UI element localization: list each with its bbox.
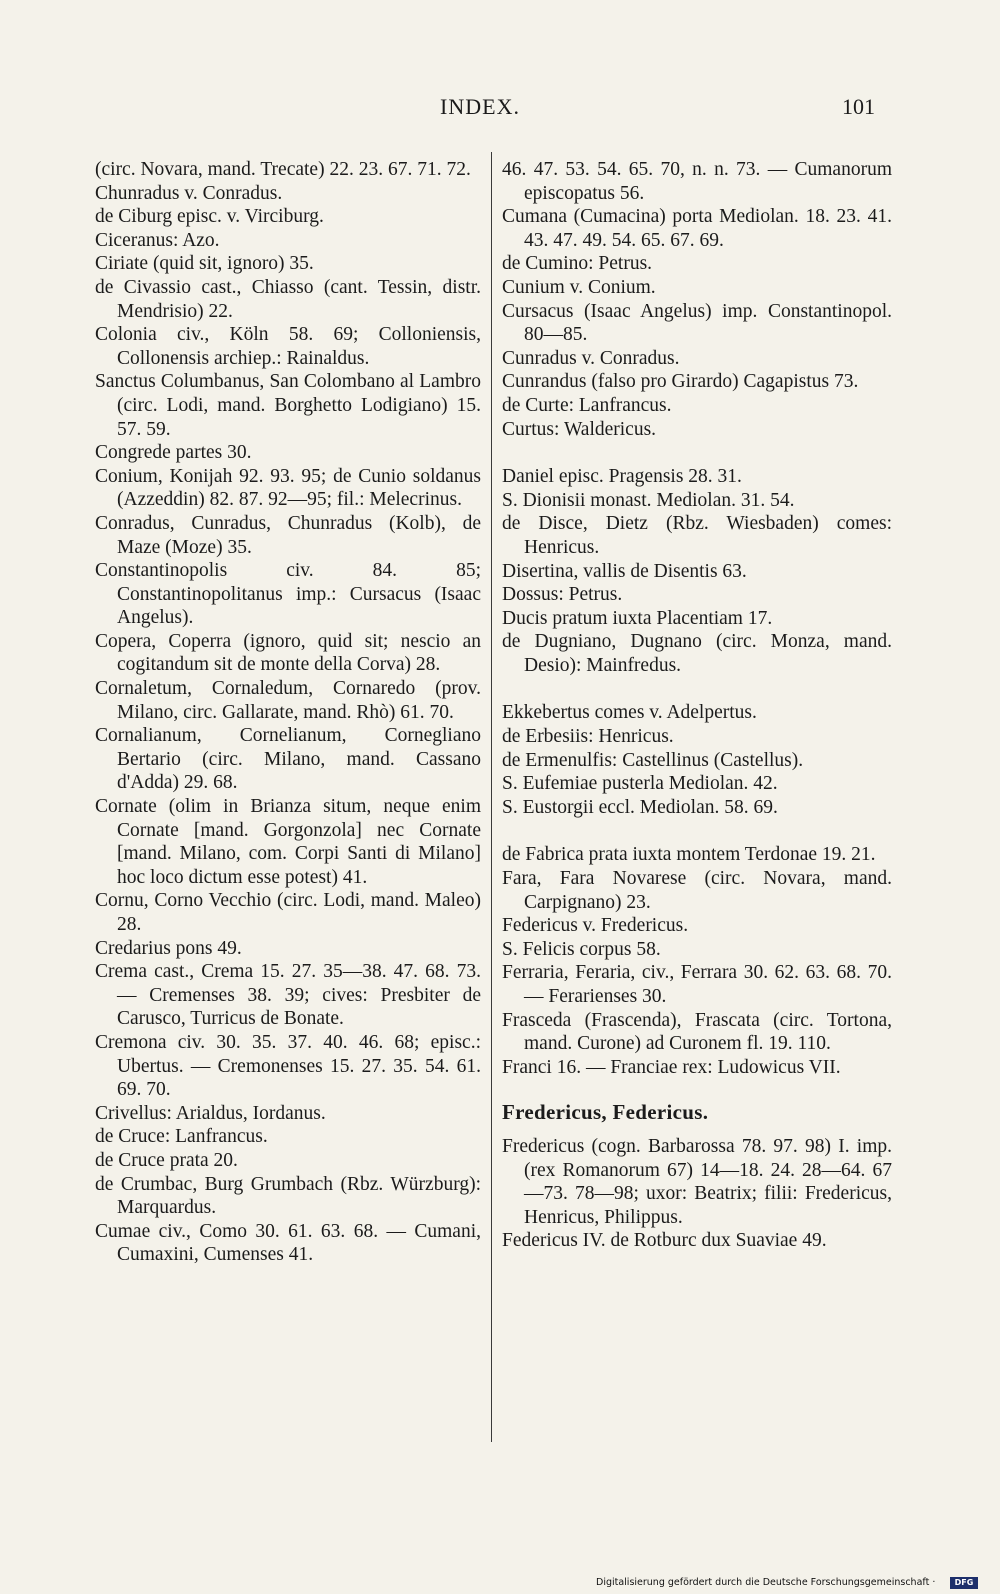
index-entry: Frasceda (Frascenda), Frascata (circ. Tortona, mand. Curone) ad Curonem fl. 19. 110. (502, 1009, 892, 1055)
index-entry: Cumae civ., Como 30. 61. 63. 68. — Cumani, Cumaxini, Cumenses 41. (95, 1220, 481, 1266)
index-entry: Ciriate (quid sit, ignoro) 35. (95, 253, 314, 275)
index-entry: Cornu, Corno Vecchio (circ. Lodi, mand. Maleo) 28. (95, 890, 481, 935)
index-entry: Credarius pons 49. (95, 937, 242, 959)
index-entry: Fara, Fara Novarese (circ. Novara, mand. Carpignano) 23. (502, 868, 892, 913)
index-entry: Disertina, vallis de Disentis 63. (502, 560, 747, 582)
index-entry: Cunium v. Conium. (502, 276, 656, 298)
page-header-title: INDEX. (440, 94, 520, 119)
index-entry: Ferraria, Feraria, civ., Ferrara 30. 62. 63. 68. 70. — Ferarienses 30. (502, 962, 892, 1007)
index-entry: de Ciburg episc. v. Virciburg. (95, 206, 324, 228)
index-entry: Crivellus: Arialdus, Iordanus. (95, 1102, 326, 1124)
index-entry: 46. 47. 53. 54. 65. 70, n. n. 73. — Cumanorum episcopatus 56. (502, 159, 892, 204)
index-entry: Conium, Konijah 92. 93. 95; de Cunio soldanus (Azzeddin) 82. 87. 92—95; fil.: Melecrinus. (95, 465, 481, 511)
index-entry: de Cruce prata 20. (95, 1149, 238, 1171)
index-entry: de Ermenulfis: Castellinus (Castellus). (502, 749, 804, 771)
index-entry: Cursacus (Isaac Angelus) imp. Constantinopol. 80—85. (502, 300, 892, 346)
index-entry: Daniel episc. Pragensis 28. 31. (502, 466, 742, 488)
index-entry: Cornate (olim in Brianza situm, neque enim Cornate [mand. Gorgonzola] nec Cornate [mand. Milano, com. Corpi Santi di Milano] hoc loco dictum esse potest) 41. (95, 796, 481, 888)
column-divider (491, 152, 492, 1442)
index-entry: Dossus: Petrus. (502, 584, 623, 606)
index-entry: S. Felicis corpus 58. (502, 938, 661, 960)
index-entry: de Fabrica prata iuxta montem Terdonae 19. 21. (502, 844, 876, 866)
index-entry: Cornaletum, Cornaledum, Cornaredo (prov. Milano, circ. Gallarate, mand. Rhò) 61. 70. (95, 678, 481, 723)
index-entry: Federicus v. Fredericus. (502, 915, 689, 937)
index-entry: de Crumbac, Burg Grumbach (Rbz. Würzburg): Marquardus. (95, 1173, 481, 1219)
index-entry: Conradus, Cunradus, Chunradus (Kolb), de Maze (Moze) 35. (95, 512, 481, 558)
index-entry: Cornalianum, Cornelianum, Cornegliano Bertario (circ. Milano, mand. Cassano d'Adda) 29. 68. (95, 725, 481, 794)
index-entry: Federicus IV. de Rotburc dux Suaviae 49. (502, 1230, 827, 1252)
index-entry: Fredericus (cogn. Barbarossa 78. 97. 98) I. imp. (rex Romanorum 67) 14—18. 24. 28—64. 67—73. 78—98; uxor: Beatrix; filii: Fredericus, Henricus, Philippus. (502, 1135, 892, 1228)
index-entry: Cumana (Cumacina) porta Mediolan. 18. 23. 41. 43. 47. 49. 54. 65. 67. 69. (502, 206, 892, 251)
index-entry: Curtus: Waldericus. (502, 418, 657, 440)
right-column (502, 158, 892, 1253)
index-entry: Crema cast., Crema 15. 27. 35—38. 47. 68. 73. — Cremenses 38. 39; cives: Presbiter de Carusco, Turricus de Bonate. (95, 961, 481, 1030)
index-entry: Cunrandus (falso pro Girardo) Cagapistus 73. (502, 371, 859, 393)
index-entry: Sanctus Columbanus, San Colombano al Lambro (circ. Lodi, mand. Borghetto Lodigiano) 15. 57. 59. (95, 371, 481, 440)
index-entry: de Disce, Dietz (Rbz. Wiesbaden) comes: Henricus. (502, 513, 892, 558)
index-entry: Cunradus v. Conradus. (502, 347, 680, 369)
index-entry: de Cumino: Petrus. (502, 253, 653, 275)
index-entry: Franci 16. — Franciae rex: Ludowicus VII. (502, 1056, 841, 1078)
section-heading: Fredericus, Federicus. (502, 1100, 709, 1125)
dfg-logo: DFG (950, 1577, 978, 1589)
index-entry: Colonia civ., Köln 58. 69; Colloniensis, Collonensis archiep.: Rainaldus. (95, 324, 481, 369)
index-entry: Ducis pratum iuxta Placentiam 17. (502, 607, 773, 629)
index-entry: S. Eufemiae pusterla Mediolan. 42. (502, 773, 778, 795)
index-entry: S. Dionisii monast. Mediolan. 31. 54. (502, 489, 795, 511)
index-entry: de Curte: Lanfrancus. (502, 394, 672, 416)
index-entry: Ekkebertus comes v. Adelpertus. (502, 702, 757, 724)
index-entry: de Cruce: Lanfrancus. (95, 1126, 268, 1148)
index-entry: Congrede partes 30. (95, 442, 252, 464)
index-entry: (circ. Novara, mand. Trecate) 22. 23. 67. 71. 72. (95, 159, 471, 180)
index-entry: S. Eustorgii eccl. Mediolan. 58. 69. (502, 796, 778, 818)
index-entry: Ciceranus: Azo. (95, 229, 220, 251)
index-entry: de Civassio cast., Chiasso (cant. Tessin, distr. Mendrisio) 22. (95, 276, 481, 322)
digitization-footer-note: Digitalisierung gefördert durch die Deutsche Forschungsgemeinschaft · (596, 1577, 936, 1588)
index-entry: Cremona civ. 30. 35. 37. 40. 46. 68; episc.: Ubertus. — Cremonenses 15. 27. 35. 54. 61. 69. 70. (95, 1031, 481, 1101)
index-entry: Copera, Coperra (ignoro, quid sit; nescio an cogitandum sit de monte della Corva) 28. (95, 630, 481, 676)
index-entry: Chunradus v. Conradus. (95, 182, 283, 204)
page-number: 101 (842, 94, 875, 119)
index-entry: de Erbesiis: Henricus. (502, 726, 674, 748)
index-entry: Constantinopolis civ. 84. 85; Constantinopolitanus imp.: Cursacus (Isaac Angelus). (95, 560, 481, 629)
left-column (95, 158, 481, 1267)
index-entry: de Dugniano, Dugnano (circ. Monza, mand. Desio): Mainfredus. (502, 631, 892, 676)
